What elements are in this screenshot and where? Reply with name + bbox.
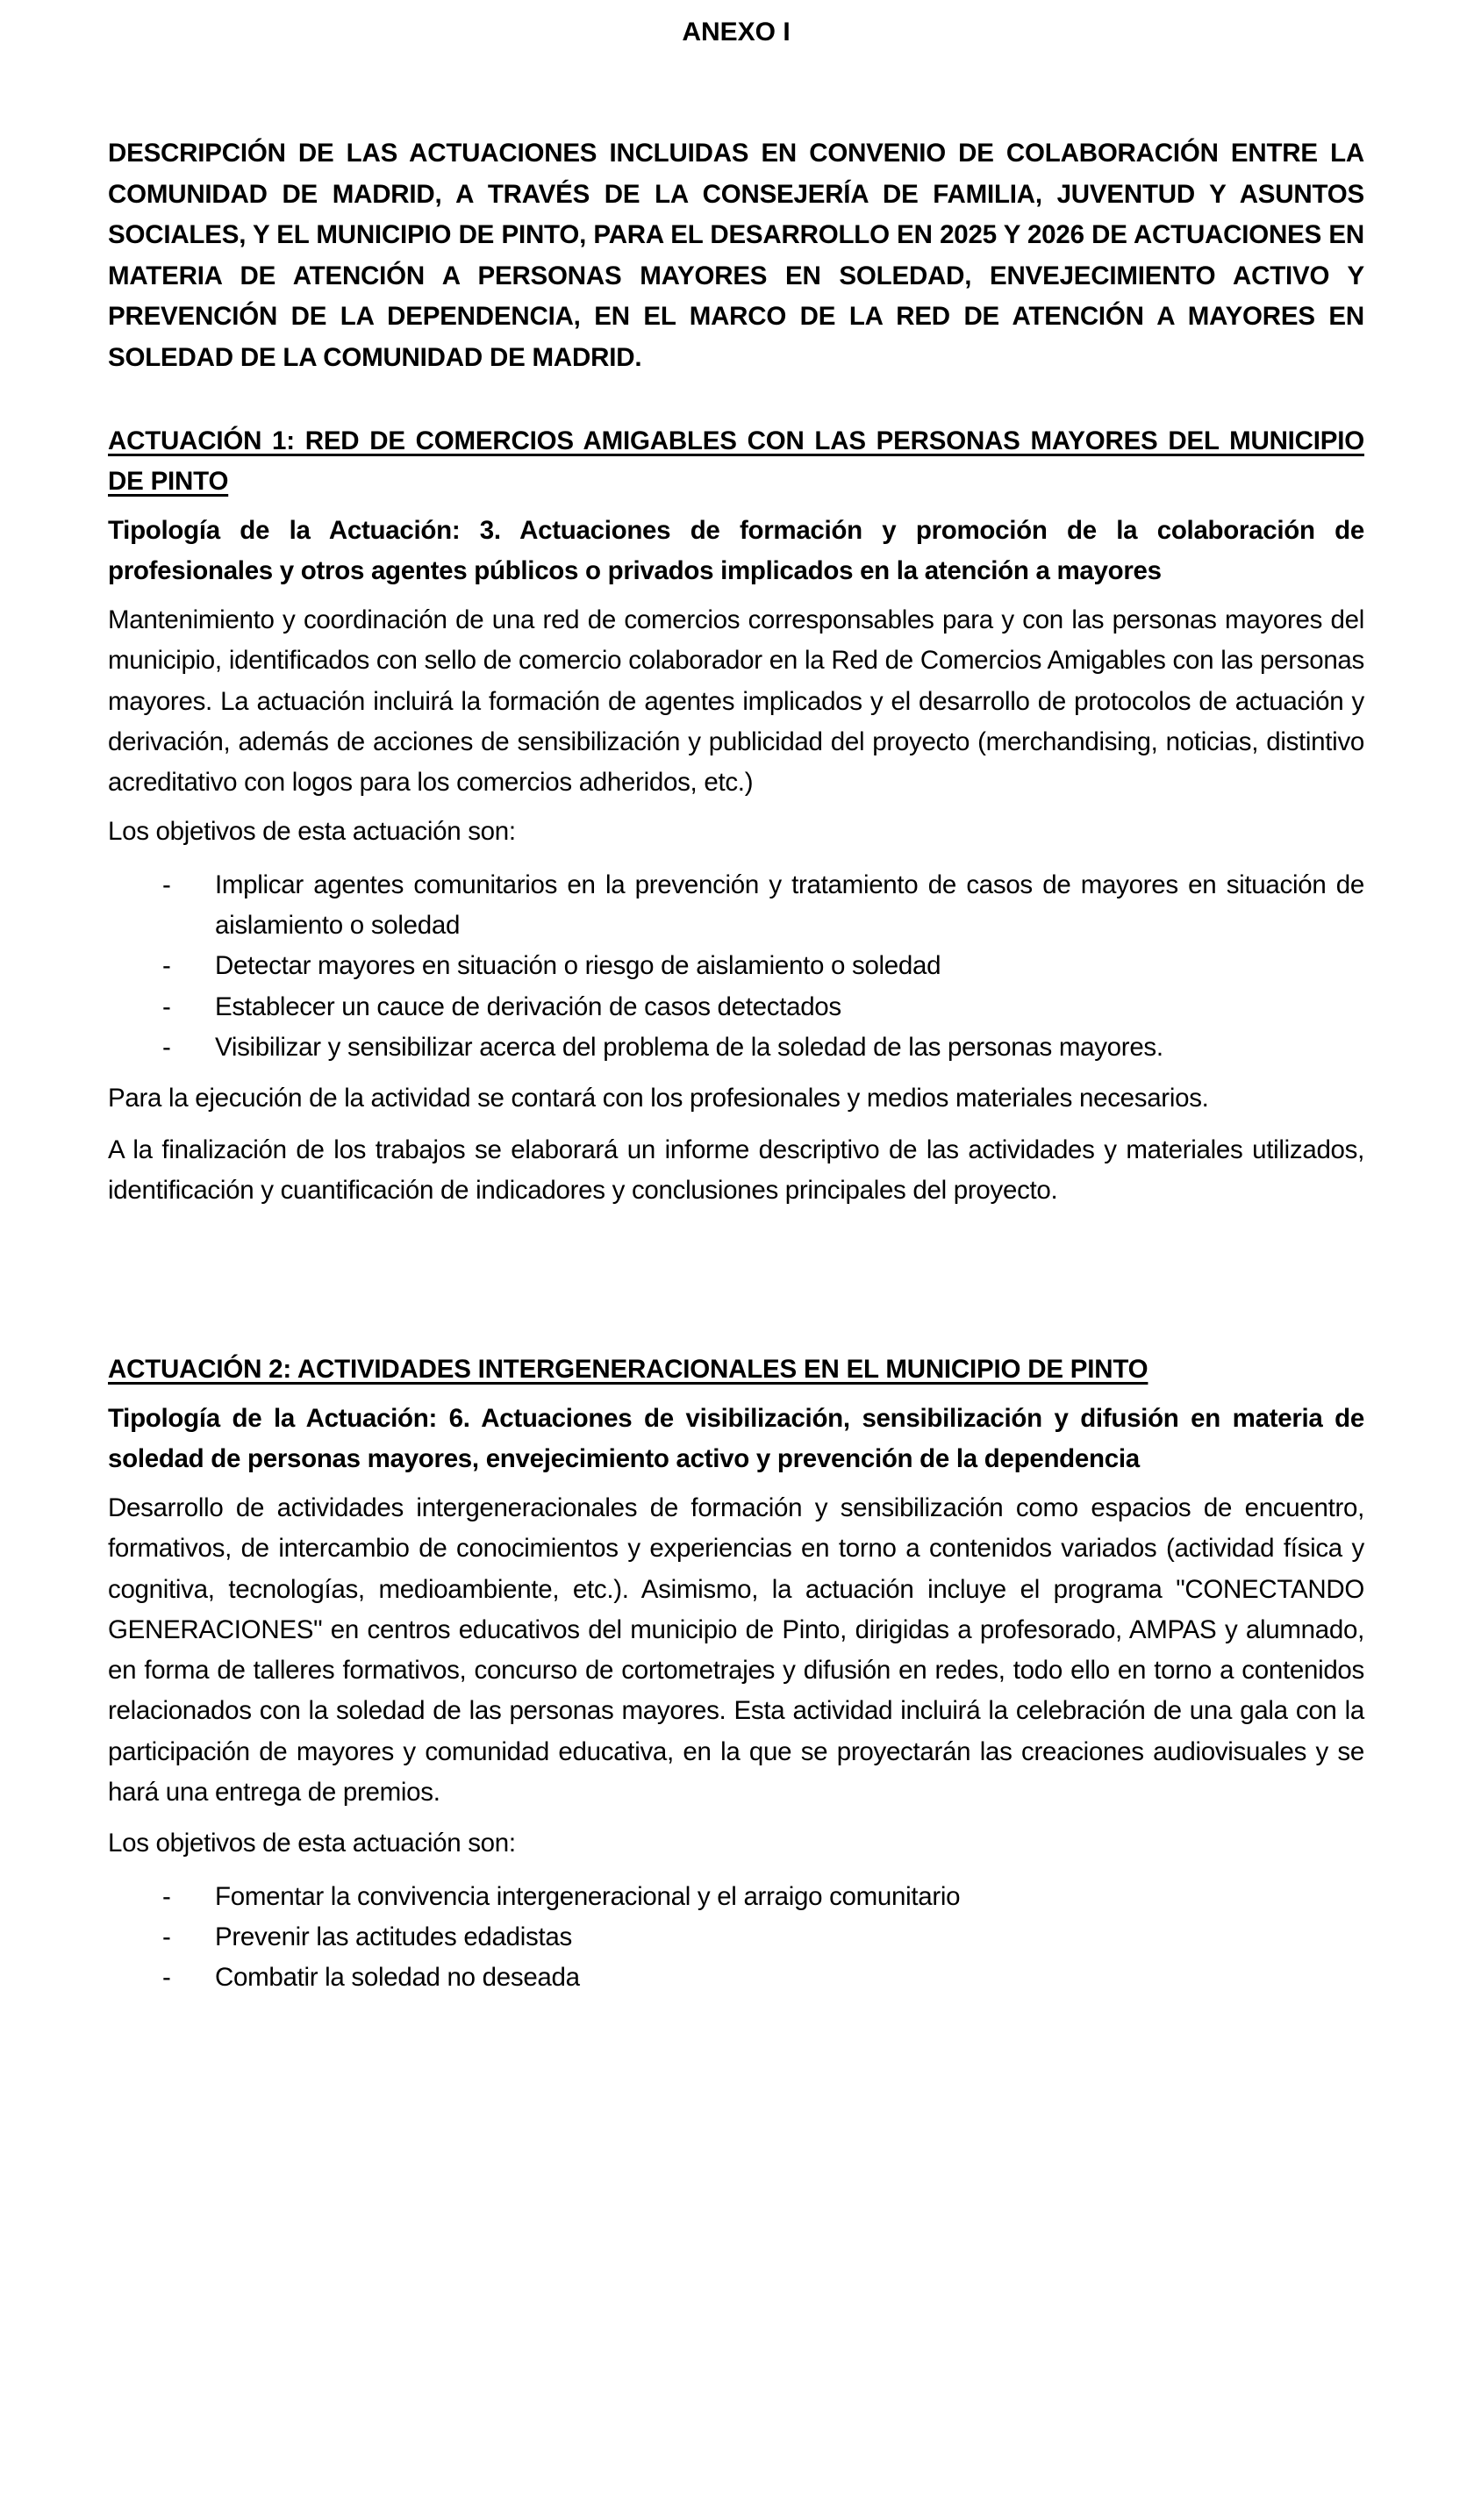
actuacion-1-report: A la finalización de los trabajos se elaborará un informe descriptivo de las actividades y materiales utilizados, identificación y cuantificación de indicadores y conclusiones principales del proyecto.	[108, 1135, 1364, 1205]
objective-text: Detectar mayores en situación o riesgo de aislamiento o soledad	[215, 951, 941, 981]
bullet-dash: -	[162, 1963, 171, 1993]
objective-text: Combatir la soledad no deseada	[215, 1963, 580, 1993]
actuacion-1-title: ACTUACIÓN 1: RED DE COMERCIOS AMIGABLES CON LAS PERSONAS MAYORES DEL MUNICIPIO DE PINTO	[108, 426, 1364, 496]
bullet-dash: -	[162, 870, 171, 899]
actuacion-1-typology: Tipología de la Actuación: 3. Actuaciones de formación y promoción de la colaboración de profesionales y otros agentes públicos o privados implicados en la atención a mayores	[108, 516, 1364, 585]
actuacion-1-description: Mantenimiento y coordinación de una red de comercios corresponsables para y con las personas mayores del municipio, identificados con sello de comercio colaborador en la Red de Comercios Amigables con las personas mayores. La actuación incluirá la formación de agentes implicados y el desarrollo de protocolos de actuación y derivación, además de acciones de sensibilización y publicidad del proyecto (merchandising, noticias, distintivo acreditativo con logos para los comercios adheridos, etc.)	[108, 605, 1364, 798]
actuacion-2-description: Desarrollo de actividades intergeneracionales de formación y sensibilización como espacios de encuentro, formativos, de intercambio de conocimientos y experiencias en torno a contenidos variados (actividad física y cognitiva, tecnologías, medioambiente, etc.). Asimismo, la actuación incluye el programa "CONECTANDO GENERACIONES" en centros educativos del municipio de Pinto, dirigidas a profesorado, AMPAS y alumnado, en forma de talleres formativos, concurso de cortometrajes y difusión en redes, todo ello en torno a contenidos relacionados con la soledad de las personas mayores. Esta actividad incluirá la celebración de una gala con la participación de mayores y comunidad educativa, en la que se proyectarán las creaciones audiovisuales y se hará una entrega de premios.	[108, 1493, 1364, 1808]
actuacion-2-section	[108, 1349, 1364, 1999]
objective-item	[108, 987, 1364, 1027]
actuacion-1-section	[108, 421, 1364, 1211]
annex-title: ANEXO I	[682, 18, 791, 47]
objective-item	[108, 865, 1364, 947]
actuacion-1-resources: Para la ejecución de la actividad se contará con los profesionales y medios materiales necesarios.	[108, 1084, 1209, 1113]
actuacion-2-objectives-intro: Los objetivos de esta actuación son:	[108, 1829, 516, 1858]
bullet-dash: -	[162, 992, 171, 1021]
objective-item	[108, 1877, 1364, 1917]
objective-text: Implicar agentes comunitarios en la prevención y tratamiento de casos de mayores en situación de aislamiento o soledad	[215, 870, 1364, 941]
bullet-dash: -	[162, 1032, 171, 1062]
objective-text: Establecer un cauce de derivación de casos detectados	[215, 992, 841, 1021]
objective-text: Prevenir las actitudes edadistas	[215, 1922, 572, 1951]
objective-item	[108, 1917, 1364, 1958]
actuacion-1-objectives-list	[108, 865, 1364, 1068]
objective-item	[108, 1027, 1364, 1068]
bullet-dash: -	[162, 1881, 171, 1911]
actuacion-2-objectives-list	[108, 1877, 1364, 1999]
bullet-dash: -	[162, 951, 171, 981]
objective-item	[108, 946, 1364, 986]
actuacion-2-title: ACTUACIÓN 2: ACTIVIDADES INTERGENERACIONALES EN EL MUNICIPIO DE PINTO	[108, 1355, 1148, 1384]
objective-text: Visibilizar y sensibilizar acerca del problema de la soledad de las personas mayores.	[215, 1032, 1163, 1062]
objective-item	[108, 1958, 1364, 1998]
bullet-dash: -	[162, 1922, 171, 1951]
intro-heading: DESCRIPCIÓN DE LAS ACTUACIONES INCLUIDAS EN CONVENIO DE COLABORACIÓN ENTRE LA COMUNIDAD DE MADRID, A TRAVÉS DE LA CONSEJERÍA DE FAMILIA, JUVENTUD Y ASUNTOS SOCIALES, Y EL MUNICIPIO DE PINTO, PARA EL DESARROLLO EN 2025 Y 2026 DE ACTUACIONES EN MATERIA DE ATENCIÓN A PERSONAS MAYORES EN SOLEDAD, ENVEJECIMIENTO ACTIVO Y PREVENCIÓN DE LA DEPENDENCIA, EN EL MARCO DE LA RED DE ATENCIÓN A MAYORES EN SOLEDAD DE LA COMUNIDAD DE MADRID.	[108, 139, 1364, 372]
actuacion-1-objectives-intro: Los objetivos de esta actuación son:	[108, 817, 516, 847]
objective-text: Fomentar la convivencia intergeneracional y el arraigo comunitario	[215, 1881, 961, 1911]
actuacion-2-typology: Tipología de la Actuación: 6. Actuaciones de visibilización, sensibilización y difusión en materia de soledad de personas mayores, envejecimiento activo y prevención de la dependencia	[108, 1404, 1364, 1473]
